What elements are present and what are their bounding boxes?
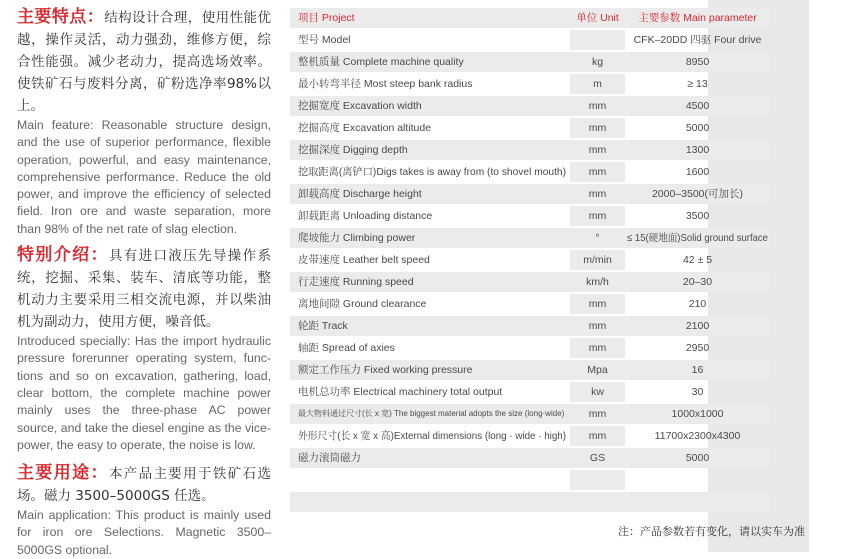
cell-unit — [570, 492, 625, 512]
cell-project: 最小转弯半径 Most steep bank radius — [290, 74, 570, 94]
table-row — [290, 382, 770, 402]
cell-project: 卸载距离 Unloading distance — [290, 206, 570, 226]
cell-unit: mm — [570, 140, 625, 160]
main-usage-en: Main application: This product is mainly used for iron ore Selections. Magnetic 3500–5000GS optional. — [17, 508, 271, 557]
table-row — [290, 184, 770, 204]
table-row — [290, 272, 770, 292]
table-row — [290, 316, 770, 336]
cell-parameter: ≤ 15(硬地面)Solid ground surface — [627, 232, 768, 244]
table-row — [290, 96, 770, 116]
special-intro-heading: 特别介绍： — [17, 245, 109, 266]
description-column — [17, 6, 271, 559]
table-row — [290, 338, 770, 358]
cell-project: 外形尺寸(长 x 宽 x 高)External dimensions (long · wide · high) — [290, 426, 570, 446]
table-row — [290, 470, 770, 490]
cell-parameter: 3500 — [625, 206, 770, 226]
cell-unit: mm — [570, 206, 625, 226]
table-row — [290, 118, 770, 138]
table-row — [290, 228, 770, 248]
table-row — [290, 52, 770, 72]
cell-parameter: 2950 — [625, 338, 770, 358]
main-feature-zh: 主要特点：结构设计合理，使用性能优越，操作灵活，动力强劲，维修方便，综合性能强。减少老动力，提高选场效率。使铁矿石与废料分离，矿粉选净率98%以上。 — [17, 7, 271, 114]
cell-project — [290, 492, 570, 512]
main-feature-heading: 主要特点： — [17, 7, 105, 27]
cell-unit: mm — [570, 96, 625, 116]
special-intro-zh: 特别介绍：具有进口液压先导操作系统，挖掘、采集、装车、清底等功能，整机动力主要采用三相交流电源，并以柴油机为副动力，使用方便，噪音低。 — [17, 245, 272, 331]
cell-unit: mm — [570, 118, 625, 138]
header-parameter: 主要参数 Main parameter — [638, 12, 757, 24]
cell-unit: GS — [570, 448, 625, 468]
cell-parameter: 42 ± 5 — [625, 250, 770, 270]
cell-project — [290, 470, 570, 490]
table-row — [290, 206, 770, 226]
cell-project: 磁力滚筒磁力 — [298, 452, 361, 464]
table-row — [290, 74, 770, 94]
cell-parameter: 8950 — [685, 56, 710, 68]
cell-parameter: 4500 — [685, 100, 710, 112]
cell-project: 挖掘宽度 Excavation width — [298, 100, 422, 112]
cell-project: 挖掘高度 Excavation altitude — [290, 118, 570, 138]
cell-project: 型号 Model — [290, 30, 570, 50]
table-row — [290, 162, 770, 182]
cell-parameter: ≥ 13 — [625, 74, 770, 94]
cell-parameter: 30 — [625, 382, 770, 402]
cell-project: 电机总功率 Electrical machinery total output — [290, 382, 570, 402]
cell-parameter: 210 — [625, 294, 770, 314]
cell-project: 轴距 Spread of axies — [290, 338, 570, 358]
cell-unit: m/min — [570, 250, 625, 270]
cell-project: 行走速度 Running speed — [298, 276, 414, 288]
table-row — [290, 404, 770, 424]
cell-parameter: 1600 — [625, 162, 770, 182]
cell-parameter: 16 — [691, 364, 704, 376]
table-row — [290, 30, 770, 50]
cell-unit: Mpa — [570, 360, 625, 380]
special-intro-en: Introduced specially: Has the import hydraulic pressure forerunner operating system, func-tions and so on excavation, gathering, load, clear bottom, the complete machine power mainly uses the three-phase AC power source, and take the diesel engine as the vice-power, the easy to operate, the noise is low. — [17, 334, 271, 452]
table-row — [290, 448, 770, 468]
cell-parameter: 2100 — [685, 320, 710, 332]
cell-unit: mm — [570, 294, 625, 314]
table-row — [290, 294, 770, 314]
cell-unit: m — [570, 74, 625, 94]
cell-unit: mm — [570, 426, 625, 446]
cell-project: 爬坡能力 Climbing power — [298, 232, 416, 244]
cell-parameter: 5000 — [685, 452, 710, 464]
cell-unit: mm — [570, 338, 625, 358]
cell-parameter: 11700x2300x4300 — [625, 426, 770, 446]
cell-unit — [570, 470, 625, 490]
cell-unit: kg — [570, 52, 625, 72]
table-header — [290, 8, 770, 28]
cell-unit: ° — [570, 228, 625, 248]
cell-unit: mm — [570, 184, 625, 204]
cell-project: 最大物料通过尺寸(长 x 宽) The biggest material adopts the size (long·wide) — [298, 409, 565, 418]
main-usage-heading: 主要用途： — [17, 463, 109, 484]
cell-project: 额定工作压力 Fixed working pressure — [298, 364, 473, 376]
cell-unit: mm — [570, 404, 625, 424]
header-project: 项目 Project — [298, 12, 355, 24]
cell-unit: mm — [570, 162, 625, 182]
cell-project: 整机质量 Complete machine quality — [298, 56, 464, 68]
table-row — [290, 140, 770, 160]
header-unit: 单位 Unit — [576, 12, 619, 24]
cell-project: 轮距 Track — [298, 320, 348, 332]
cell-parameter: 1300 — [685, 144, 710, 156]
table-row — [290, 426, 770, 446]
cell-project: 皮带速度 Leather belt speed — [290, 250, 570, 270]
cell-project: 挖取距离(离铲口)Digs takes is away from (to shovel mouth) — [290, 162, 570, 182]
cell-unit: mm — [570, 316, 625, 336]
table-row — [290, 492, 770, 512]
cell-project: 卸载高度 Discharge height — [298, 188, 422, 200]
cell-parameter: 1000x1000 — [671, 408, 724, 420]
table-row — [290, 250, 770, 270]
cell-project: 离地间隙 Ground clearance — [290, 294, 570, 314]
cell-parameter — [625, 492, 770, 512]
cell-unit: kw — [570, 382, 625, 402]
cell-parameter — [625, 470, 770, 490]
cell-parameter: 5000 — [625, 118, 770, 138]
table-row — [290, 360, 770, 380]
table-note: 注：产品参数若有变化，请以实车为准 — [618, 525, 805, 538]
cell-parameter: 20–30 — [682, 276, 713, 288]
cell-parameter: CFK–20DD 四驱 Four drive — [625, 30, 770, 50]
cell-unit — [570, 30, 625, 50]
cell-project: 挖掘深度 Digging depth — [298, 144, 408, 156]
main-usage-zh: 主要用途：本产品主要用于铁矿石选场。磁力 3500–5000GS 任选。 — [17, 463, 272, 505]
main-feature-en: Main feature: Reasonable structure design, and the use of superior performance, flexible operation, powerful, and easy maintenance, comprehensive performance. Reduce the old power, and improve the efficiency of selected field. Iron ore and waste separation, more than 98% of the net rate of slag election. — [17, 118, 271, 236]
cell-parameter: 2000–3500(可加长) — [651, 188, 744, 200]
cell-unit: km/h — [570, 272, 625, 292]
